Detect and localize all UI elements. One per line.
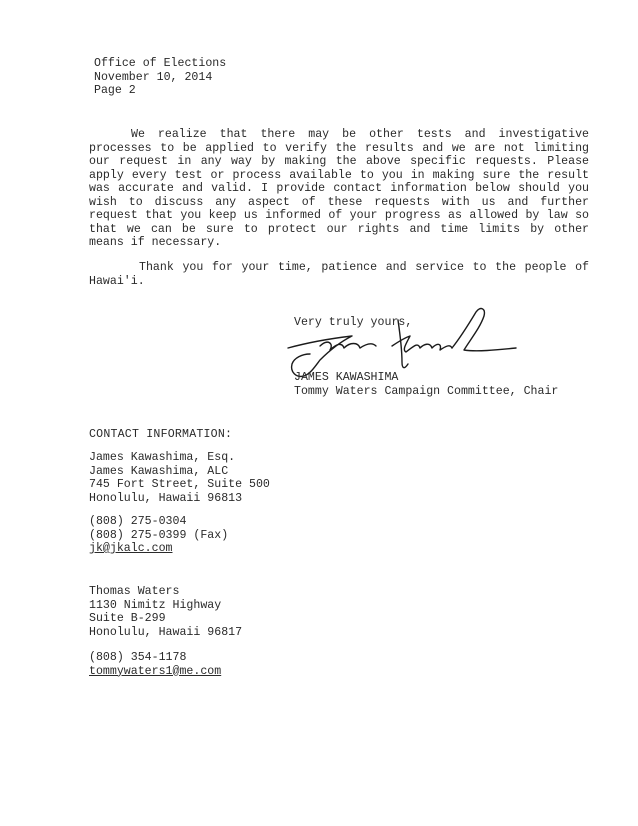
address-line: James Kawashima, Esq. (89, 451, 236, 464)
kawashima-address-block (89, 451, 270, 505)
address-line: Suite B-299 (89, 612, 166, 625)
kawashima-phone: (808) 275-0304 (89, 515, 187, 528)
kawashima-email-link[interactable]: jk@jkalc.com (89, 542, 173, 555)
closing-salutation: Very truly yours, (294, 316, 413, 329)
address-line: 745 Fort Street, Suite 500 (89, 478, 270, 491)
contact-heading: CONTACT INFORMATION: (89, 428, 233, 441)
address-line: Honolulu, Hawaii 96817 (89, 625, 243, 639)
waters-address-block (89, 585, 242, 639)
waters-phone-block (89, 651, 221, 678)
signer-title: Tommy Waters Campaign Committee, Chair (294, 385, 559, 398)
body-paragraph-1: We realize that there may be other tests and investigative processes to be applied to verify the results and we are not limiting our request in any way by making the above specific requests. Please apply every test or process available to you in making sure the result was accurate and valid. I provide contact information below should you wish to discuss any aspect of these requests with us and further request that you keep us informed of your progress as allowed by law so that we can be sure to protect our rights and time limits by other means if necessary. (89, 128, 589, 249)
header-office: Office of Elections (94, 57, 227, 70)
header-page-number: Page 2 (94, 84, 136, 97)
header-date: November 10, 2014 (94, 70, 213, 84)
signer-name: JAMES KAWASHIMA (294, 371, 399, 384)
kawashima-fax: (808) 275-0399 (Fax) (89, 528, 229, 542)
address-line: Honolulu, Hawaii 96813 (89, 491, 243, 505)
waters-phone: (808) 354-1178 (89, 651, 187, 664)
kawashima-phone-block (89, 515, 228, 556)
address-line: James Kawashima, ALC (89, 464, 229, 478)
letter-header (94, 57, 226, 98)
address-line: 1130 Nimitz Highway (89, 598, 222, 612)
body-paragraph-2: Thank you for your time, patience and service to the people of Hawai'i. (89, 261, 589, 288)
waters-email-link[interactable]: tommywaters1@me.com (89, 664, 222, 678)
address-line: Thomas Waters (89, 585, 180, 598)
